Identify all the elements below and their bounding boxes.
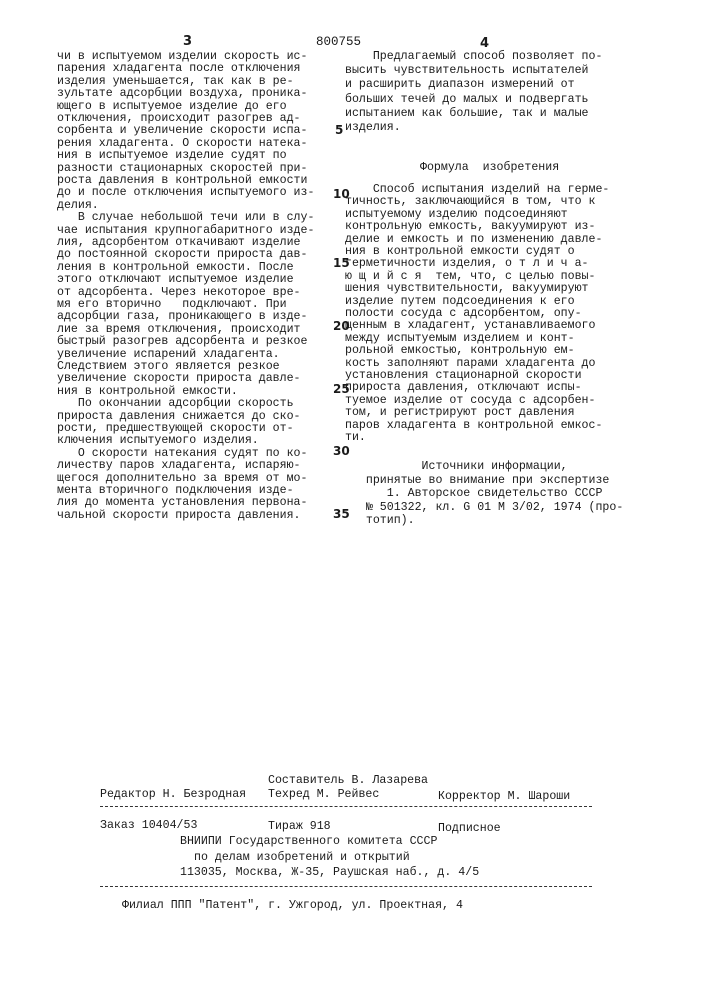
text-line: до постоянной скорости прироста дав- bbox=[57, 248, 307, 261]
text-line: № 501322, кл. G 01 M 3/02, 1974 (про- bbox=[345, 501, 623, 514]
line-number: 30 bbox=[333, 444, 350, 458]
text-line: Следствием этого является резкое bbox=[57, 360, 280, 373]
text-line: мя его вторично подключают. При bbox=[57, 298, 287, 311]
text-line: отключения, происходит разогрев ад- bbox=[57, 112, 301, 125]
text-line: чи в испытуемом изделии скорость ис- bbox=[57, 50, 307, 63]
line-number: 25 bbox=[333, 382, 350, 396]
text-line: больших течей до малых и подвергать bbox=[345, 93, 589, 106]
text-line: высить чувствительность испытателей bbox=[345, 64, 589, 77]
text-line: В случае небольшой течи или в слу- bbox=[57, 211, 314, 224]
text-line: ти. bbox=[345, 431, 366, 444]
text-line: испытанием как большие, так и малые bbox=[345, 107, 589, 120]
branch-address: Филиал ППП "Патент", г. Ужгород, ул. Проектная, 4 bbox=[122, 899, 463, 912]
subscription: Подписное bbox=[438, 822, 501, 835]
text-line: По окончании адсорбции скорость bbox=[57, 397, 294, 410]
line-number: 10 bbox=[333, 187, 350, 201]
text-line: рольной емкостью, контрольную ем- bbox=[345, 344, 575, 357]
claims-heading: Формула изобретения bbox=[420, 161, 559, 174]
text-line: тичность, заключающийся в том, что к bbox=[345, 195, 595, 208]
line-number: 20 bbox=[333, 319, 350, 333]
divider bbox=[100, 886, 592, 887]
text-line: 1. Авторское свидетельство СССР bbox=[345, 487, 602, 500]
text-line: сорбента и увеличение скорости испа- bbox=[57, 124, 307, 137]
text-line: ления в контрольной емкости. После bbox=[57, 261, 294, 274]
text-line: делие и емкость и по изменению давле- bbox=[345, 233, 602, 246]
corrector: Корректор М. Шароши bbox=[438, 790, 570, 803]
text-line: этого отключают испытуемое изделие bbox=[57, 273, 294, 286]
text-line: прироста давления, отключают испы- bbox=[345, 381, 582, 394]
text-line: рения хладагента. О скорости натека- bbox=[57, 137, 307, 150]
text-line: полости сосуда с адсорбентом, опу- bbox=[345, 307, 582, 320]
text-line: парения хладагента после отключения bbox=[57, 62, 301, 75]
text-line: чае испытания крупногабаритного изде- bbox=[57, 224, 314, 237]
patent-number: 800755 bbox=[316, 35, 361, 49]
text-line: туемое изделие от сосуда с адсорбен- bbox=[345, 394, 595, 407]
order-number: Заказ 10404/53 bbox=[100, 819, 197, 832]
text-line: тотип). bbox=[345, 514, 415, 527]
text-line: ния в испытуемое изделие судят по bbox=[57, 149, 287, 162]
text-line: до и после отключения испытуемого из- bbox=[57, 186, 314, 199]
divider bbox=[100, 806, 592, 807]
text-line: щенным в хладагент, устанавливаемого bbox=[345, 319, 595, 332]
page-number-right: 4 bbox=[480, 36, 489, 51]
text-line: быстрый разогрев адсорбента и резкое bbox=[57, 335, 307, 348]
text-line: контрольную емкость, вакуумируют из- bbox=[345, 220, 595, 233]
compiler: Составитель В. Лазарева bbox=[268, 774, 428, 787]
text-line: герметичности изделия, о т л и ч а- bbox=[345, 257, 589, 270]
text-line: увеличение испарений хладагента. bbox=[57, 348, 280, 361]
text-line: роста давления в контрольной емкости bbox=[57, 174, 307, 187]
text-line: и расширить диапазон измерений от bbox=[345, 78, 575, 91]
text-line: увеличение скорости прироста давле- bbox=[57, 372, 301, 385]
line-number: 35 bbox=[333, 507, 350, 521]
text-line: рости, предшествующей скорости от- bbox=[57, 422, 294, 435]
editor: Редактор Н. Безродная bbox=[100, 788, 246, 801]
text-line: шения чувствительности, вакуумируют bbox=[345, 282, 589, 295]
text-line: том, и регистрируют рост давления bbox=[345, 406, 575, 419]
line-number: 15 bbox=[333, 256, 350, 270]
page-number-left: 3 bbox=[183, 34, 192, 49]
text-line: О скорости натекания судят по ко- bbox=[57, 447, 307, 460]
text-line: Способ испытания изделий на герме- bbox=[345, 183, 609, 196]
text-line: от адсорбента. Через некоторое вре- bbox=[57, 286, 301, 299]
text-line: ния в контрольной емкости судят о bbox=[345, 245, 575, 258]
line-number: 5 bbox=[335, 123, 343, 137]
text-line: чальной скорости прироста давления. bbox=[57, 509, 301, 522]
text-line: изделия. bbox=[345, 121, 401, 134]
text-line: личеству паров хладагента, испаряю- bbox=[57, 459, 301, 472]
text-line: мента вторичного подключения изде- bbox=[57, 484, 294, 497]
text-line: испытуемому изделию подсоединяют bbox=[345, 208, 568, 221]
organization: ВНИИПИ Государственного комитета СССР bbox=[180, 835, 437, 848]
text-line: между испытуемым изделием и конт- bbox=[345, 332, 575, 345]
text-line: зультате адсорбции воздуха, проника- bbox=[57, 87, 307, 100]
text-line: делия. bbox=[57, 199, 99, 212]
text-line: ющего в испытуемое изделие до его bbox=[57, 100, 287, 113]
text-line: ключения испытуемого изделия. bbox=[57, 434, 259, 447]
text-line: кость заполняют парами хладагента до bbox=[345, 357, 595, 370]
techred: Техред М. Рейвес bbox=[268, 788, 379, 801]
text-line: принятые во внимание при экспертизе bbox=[345, 474, 609, 487]
text-line: прироста давления снижается до ско- bbox=[57, 410, 301, 423]
circulation: Тираж 918 bbox=[268, 820, 331, 833]
text-line: адсорбции газа, проникающего в изде- bbox=[57, 310, 307, 323]
text-line: паров хладагента в контрольной емкос- bbox=[345, 419, 602, 432]
text-line: щегося дополнительно за время от мо- bbox=[57, 472, 307, 485]
text-line: лие за время отключения, происходит bbox=[57, 323, 301, 336]
organization-dept: по делам изобретений и открытий bbox=[194, 851, 410, 864]
text-line: изделия уменьшается, так как в ре- bbox=[57, 75, 294, 88]
text-line: изделие путем подсоединения к его bbox=[345, 295, 575, 308]
text-line: ния в контрольной емкости. bbox=[57, 385, 238, 398]
text-line: установления стационарной скорости bbox=[345, 369, 582, 382]
text-line: Предлагаемый способ позволяет по- bbox=[345, 50, 602, 63]
text-line: разности стационарных скоростей при- bbox=[57, 162, 307, 175]
address: 113035, Москва, Ж-35, Раушская наб., д. 4/5 bbox=[180, 866, 479, 879]
text-line: лия, адсорбентом откачивают изделие bbox=[57, 236, 301, 249]
text-line: ю щ и й с я тем, что, с целью повы- bbox=[345, 270, 595, 283]
text-line: лия до момента установления первона- bbox=[57, 496, 307, 509]
text-line: Источники информации, bbox=[345, 460, 568, 473]
